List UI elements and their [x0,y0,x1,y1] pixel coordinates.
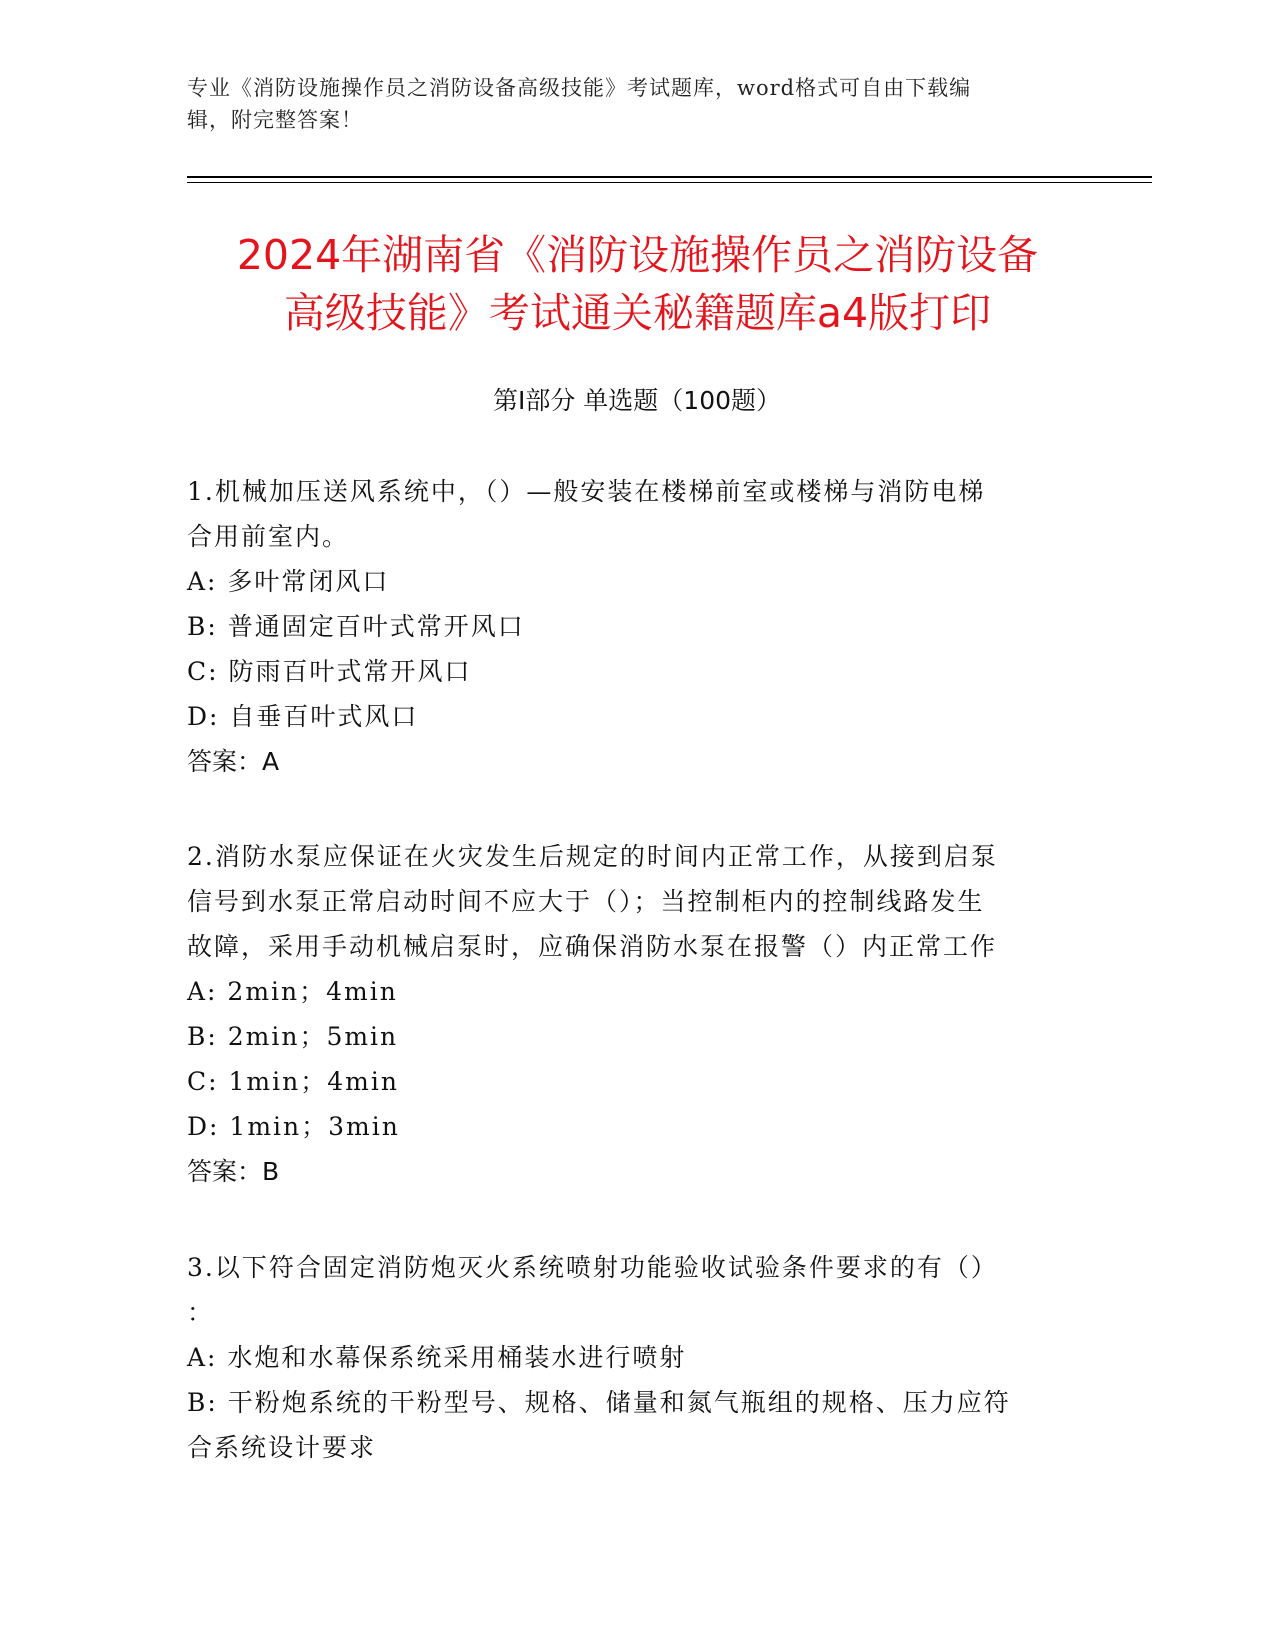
header-note-line: 专业《消防设施操作员之消防设备高级技能》考试题库，word格式可自由下载编 [187,76,972,100]
option-d: D: 自垂百叶式风口 [187,702,419,731]
question-item [187,469,1067,784]
option-a: A: 2min；4min [187,977,398,1006]
section-title: 第I部分 单选题（100题） [492,386,782,415]
question-stem: 3.以下符合固定消防炮灭火系统喷射功能验收试验条件要求的有（） [187,1253,998,1282]
header-divider-thin [187,182,1152,183]
header-note-line: 辑，附完整答案！ [187,108,363,132]
option-d: D: 1min；3min [187,1112,400,1141]
question-stem: 合用前室内。 [187,522,350,551]
document-title-line: 高级技能》考试通关秘籍题库a4版打印 [283,289,992,337]
option-b: B: 2min；5min [187,1022,399,1051]
question-stem: 故障，采用手动机械启泵时，应确保消防水泵在报警（）内正常工作 [187,932,998,961]
option-a: A: 水炮和水幕保系统采用桶装水进行喷射 [187,1343,687,1372]
option-b: B: 普通固定百叶式常开风口 [187,612,525,641]
question-stem: 信号到水泵正常启动时间不应大于（）；当控制柜内的控制线路发生 [187,887,985,916]
question-item [187,1245,1067,1470]
document-title [100,226,1175,342]
answer-label: 答案：B [187,1157,280,1186]
question-stem: 1.机械加压送风系统中，（）—般安装在楼梯前室或楼梯与消防电梯 [187,477,986,506]
option-b: B: 干粉炮系统的干粉型号、规格、储量和氮气瓶组的规格、压力应符 [187,1388,1011,1417]
question-stem: 2.消防水泵应保证在火灾发生后规定的时间内正常工作，从接到启泵 [187,842,998,871]
option-b-continued: 合系统设计要求 [187,1433,377,1462]
question-stem: ： [187,1298,215,1327]
option-c: C: 防雨百叶式常开风口 [187,657,472,686]
option-a: A: 多叶常闭风口 [187,567,390,596]
answer-label: 答案：A [187,747,280,776]
document-title-line: 2024年湖南省《消防设施操作员之消防设备 [236,231,1039,279]
question-item [187,834,1067,1194]
header-divider-thick [187,176,1152,178]
option-c: C: 1min；4min [187,1067,399,1096]
header-note [187,72,1067,136]
